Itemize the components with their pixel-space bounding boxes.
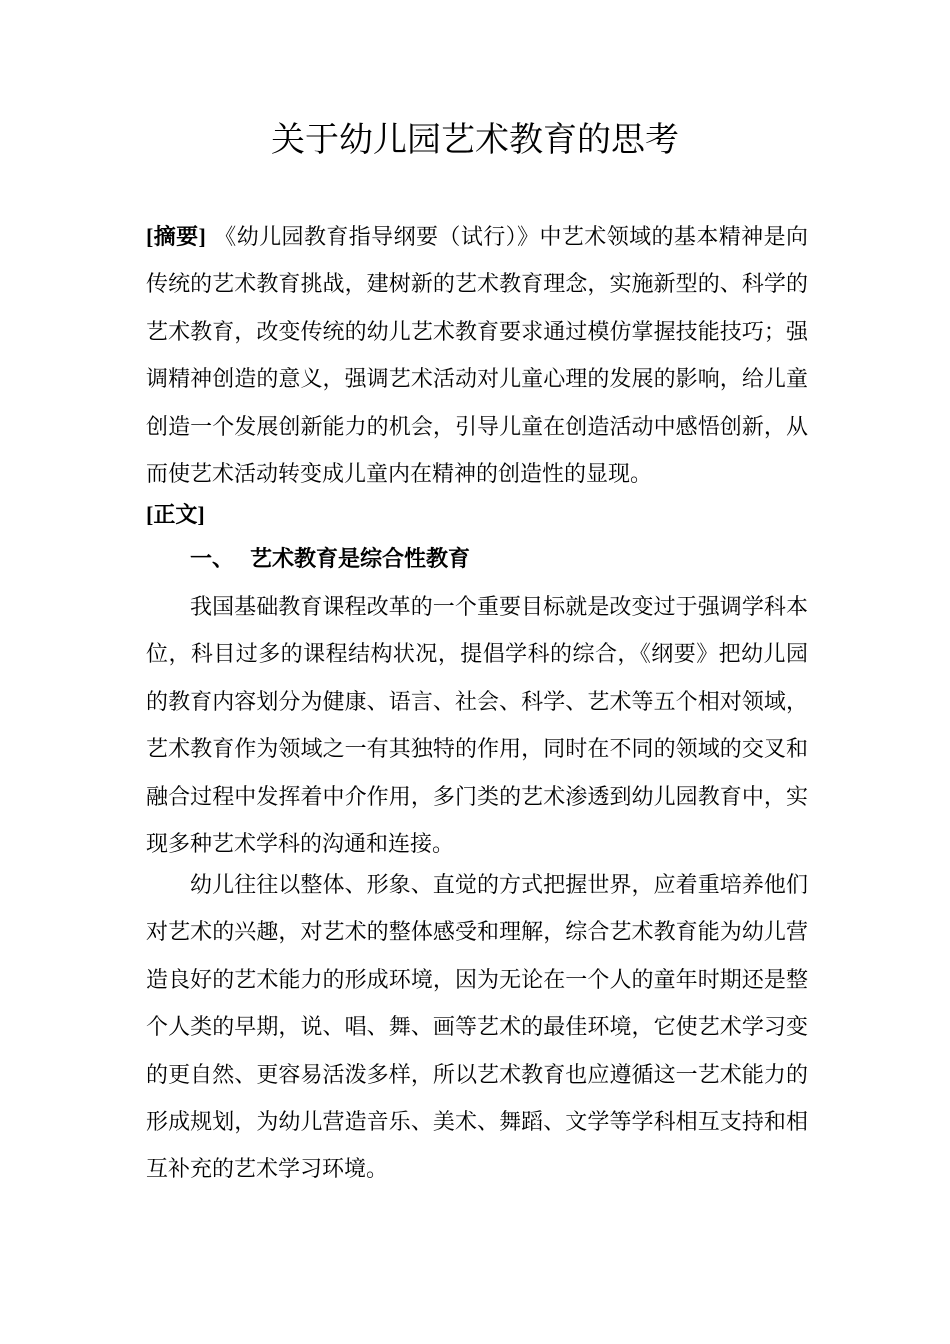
section-number: 一、 (190, 547, 235, 572)
abstract-text: 《幼儿园教育指导纲要（试行）》中艺术领域的基本精神是向传统的艺术教育挑战，建树新的艺术教育理念，实施新型的、科学的艺术教育，改变传统的幼儿艺术教育要求通过模仿掌握技能技巧；强调精神创造的意义，强调艺术活动对儿童心理的发展的影响，给儿童创造一个发展创新能力的机会，引导儿童在创造活动中感悟创新，从而使艺术活动转变成儿童内在精神的创造性的显现。 (146, 225, 808, 488)
section-heading (190, 538, 470, 582)
abstract-paragraph (146, 213, 808, 498)
body-paragraph-2: 幼儿往往以整体、形象、直觉的方式把握世界，应着重培养他们对艺术的兴趣，对艺术的整体感受和理解，综合艺术教育能为幼儿营造良好的艺术能力的形成环境，因为无论在一个人的童年时期还是整个人类的早期，说、唱、舞、画等艺术的最佳环境，它使艺术学习变的更自然、更容易活泼多样，所以艺术教育也应遵循这一艺术能力的形成规划，为幼儿营造音乐、美术、舞蹈、文学等学科相互支持和相互补充的艺术学习环境。 (146, 873, 808, 1183)
body-label: [正文] (146, 502, 205, 527)
section-title: 艺术教育是综合性教育 (250, 547, 471, 572)
body-paragraph-1: 我国基础教育课程改革的一个重要目标就是改变过于强调学科本位，科目过多的课程结构状况，提倡学科的综合，《纲要》把幼儿园的教育内容划分为健康、语言、社会、科学、艺术等五个相对领域，艺术教育作为领域之一有其独特的作用，同时在不同的领域的交叉和融合过程中发挥着中介作用，多门类的艺术渗透到幼儿园教育中，实现多种艺术学科的沟通和连接。 (146, 595, 808, 858)
document-title: 关于幼儿园艺术教育的思考 (271, 120, 679, 160)
abstract-label: [摘要] (146, 224, 206, 249)
